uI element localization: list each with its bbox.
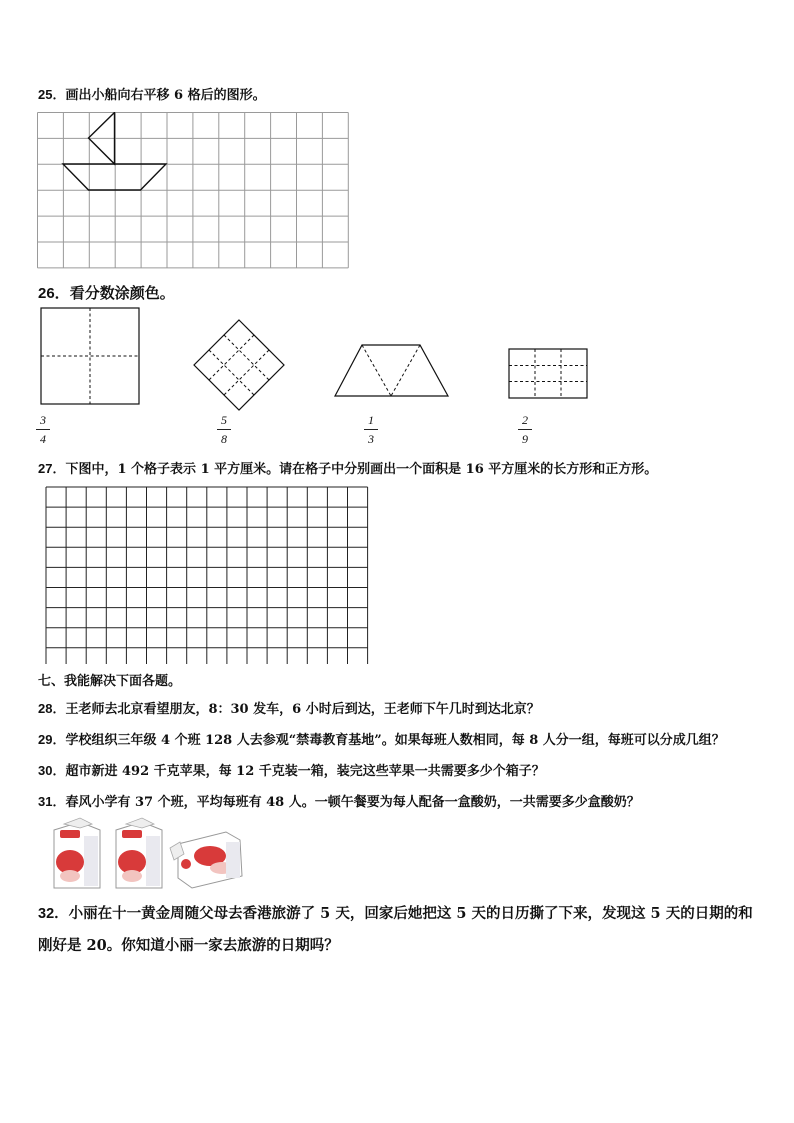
fraction-numerator: 5 <box>221 413 227 427</box>
question-number: 32． <box>38 906 69 922</box>
question-text: 春风小学有 37 个班，平均每班有 48 人。一顿午餐要为每人配备一盒酸奶，一共需要多少盒酸奶？ <box>65 795 640 810</box>
trapezoid-shape <box>332 342 452 399</box>
question-29 <box>38 729 725 748</box>
question-30 <box>38 760 545 779</box>
fraction-numerator: 2 <box>522 413 528 427</box>
fraction-numerator: 1 <box>368 413 374 427</box>
area-grid <box>45 486 371 664</box>
yogurt-carton-icon <box>116 818 162 888</box>
question-text: 超市新进 492 千克苹果，每 12 千克装一箱，装完这些苹果一共需要多少个箱子？ <box>65 764 545 779</box>
yogurt-cartons-image <box>50 816 245 892</box>
yogurt-carton-tipped-icon <box>170 832 242 888</box>
section-heading <box>38 670 181 689</box>
fraction-denominator: 4 <box>40 432 46 446</box>
section-title: 七、我能解决下面各题。 <box>38 674 182 689</box>
question-text: 王老师去北京看望朋友，8：30 发车，6 小时后到达，王老师下午几时到达北京？ <box>65 702 540 717</box>
question-number: 25． <box>38 87 66 102</box>
question-text: 小丽在十一黄金周随父母去香港旅游了 5 天，回家后她把这 5 天的日历撕了下来，发现这 5 天的日期的和刚好是 20。你知道小丽一家去旅游的日期吗？ <box>38 905 753 954</box>
fraction-5-8 <box>217 414 231 445</box>
fraction-denominator: 8 <box>221 432 227 446</box>
fraction-3-4 <box>36 414 50 445</box>
question-text: 看分数涂颜色。 <box>69 284 175 302</box>
fraction-numerator: 3 <box>40 413 46 427</box>
question-number: 29． <box>38 732 66 747</box>
question-31 <box>38 791 640 810</box>
diamond-shape <box>192 318 286 412</box>
question-number: 26． <box>38 285 70 302</box>
question-text: 画出小船向右平移 6 格后的图形。 <box>65 88 266 103</box>
question-26 <box>38 282 175 303</box>
fraction-bar <box>36 429 50 430</box>
yogurt-carton-icon <box>54 818 100 888</box>
fraction-bar <box>518 429 532 430</box>
question-25 <box>38 84 266 103</box>
question-text: 下图中，1 个格子表示 1 平方厘米。请在格子中分别画出一个面积是 16 平方厘米的长方形和正方形。 <box>65 462 658 477</box>
question-number: 30． <box>38 763 66 778</box>
question-number: 28． <box>38 701 66 716</box>
question-number: 27． <box>38 461 66 476</box>
question-28 <box>38 698 540 717</box>
fraction-bar <box>364 429 378 430</box>
question-32 <box>38 898 758 962</box>
question-number: 31． <box>38 794 66 809</box>
question-text: 学校组织三年级 4 个班 128 人去参观“禁毒教育基地”。如果每班人数相同，每 8 人分一组，每班可以分成几组？ <box>65 733 725 748</box>
fraction-bar <box>217 429 231 430</box>
square-shape <box>38 305 142 405</box>
fraction-2-9 <box>518 414 532 445</box>
question-27 <box>38 458 657 477</box>
fraction-denominator: 9 <box>522 432 528 446</box>
boat-hull <box>63 164 166 190</box>
rectangle-shape <box>507 347 589 400</box>
fraction-1-3 <box>364 414 378 445</box>
fraction-denominator: 3 <box>368 432 374 446</box>
boat-grid <box>37 112 349 269</box>
